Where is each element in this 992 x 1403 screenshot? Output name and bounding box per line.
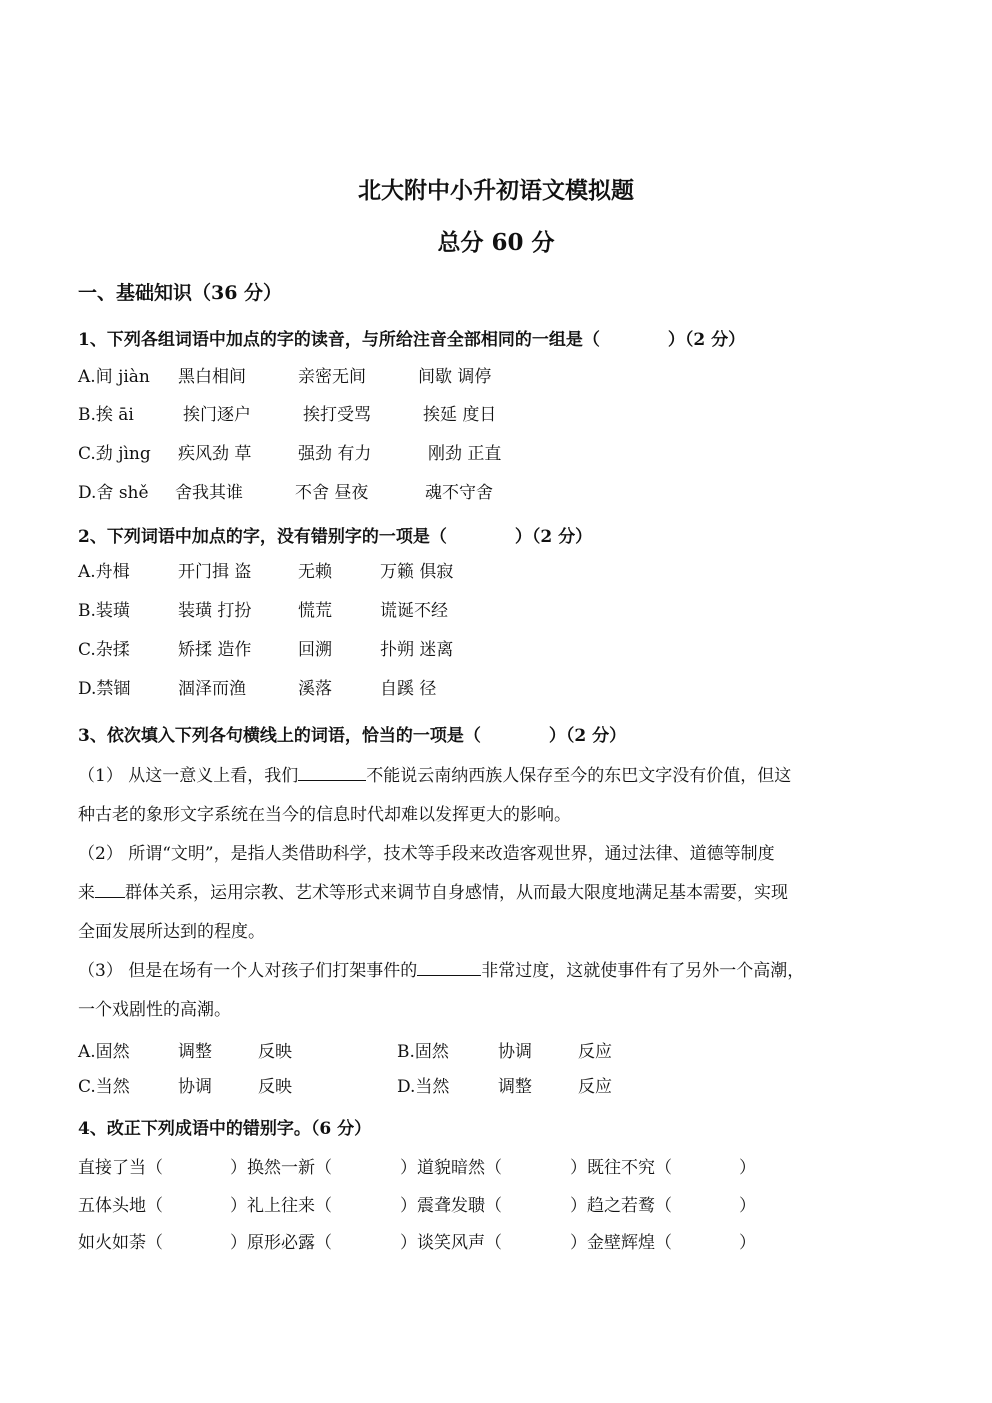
option-a-word-1: 黑白相间 — [178, 367, 246, 387]
option-c-word-1: C.杂揉 — [78, 640, 130, 660]
sentence-1-start: （1） 从这一意义上看，我们 — [78, 766, 299, 786]
question-3-stem: 3、依次填入下列各句横线上的词语，恰当的一项是（ ）（2 分） — [78, 726, 627, 746]
question-1-stem: 1、下列各组词语中加点的字的读音，与所给注音全部相同的一组是（ ）（2 分） — [78, 330, 746, 350]
sentence-2-line-2 — [78, 878, 788, 903]
option-a-word-2: 亲密无间 — [298, 367, 366, 387]
option-c-word-4: 扑朔 迷离 — [380, 640, 454, 660]
idiom-item: 五体头地（ — [78, 1196, 163, 1216]
section-heading-basics: 一、基础知识（36 分） — [78, 282, 283, 304]
option-d-word-4: 自蹊 径 — [380, 679, 437, 699]
option-b-word-3: 挨延 度日 — [423, 405, 497, 425]
option-b-word-3: 反应 — [578, 1042, 612, 1062]
option-b-label: B.挨 āi — [78, 405, 134, 425]
fill-blank-2[interactable] — [95, 882, 125, 898]
option-b-word-4: 谎诞不经 — [380, 601, 448, 621]
option-c-word-3: 反映 — [258, 1077, 292, 1097]
option-a-word-2: 开门揖 盗 — [178, 562, 252, 582]
sentence-3-rest: 非常过度，这就使事件有了另外一个高潮， — [481, 961, 805, 981]
sentence-1-line-1 — [78, 761, 791, 786]
option-c-label: C.劲 jìng — [78, 444, 151, 464]
sentence-2-start: 来 — [78, 883, 95, 903]
option-b-word-2: 协调 — [498, 1042, 532, 1062]
option-a-label: A.间 jiàn — [78, 367, 150, 387]
option-c-word-2: 协调 — [178, 1077, 212, 1097]
sentence-1-line-2: 种古老的象形文字系统在当今的信息时代却难以发挥更大的影响。 — [78, 805, 571, 825]
option-a-word-1: A.固然 — [78, 1042, 130, 1062]
fill-blank-1[interactable] — [298, 765, 366, 781]
option-a-word-1: A.舟楫 — [78, 562, 130, 582]
option-b-word-1: B.固然 — [397, 1042, 449, 1062]
sentence-2-rest: 群体关系，运用宗教、艺术等形式来调节自身感情，从而最大限度地满足基本需要，实现 — [125, 883, 788, 903]
total-score: 总分 60 分 — [437, 229, 555, 256]
option-d-word-2: 涸泽而渔 — [178, 679, 246, 699]
fill-blank-3[interactable] — [417, 960, 481, 976]
page-title: 北大附中小升初语文模拟题 — [358, 177, 634, 204]
option-d-word-1: D.当然 — [397, 1077, 450, 1097]
sentence-3-start: （3） 但是在场有一个人对孩子们打架事件的 — [78, 961, 418, 981]
idiom-item: ）金壁辉煌（ — [570, 1233, 672, 1253]
sentence-3-line-1 — [78, 956, 804, 981]
idiom-item: 直接了当（ — [78, 1158, 163, 1178]
option-a-word-3: 无赖 — [298, 562, 332, 582]
option-a-word-4: 万籁 俱寂 — [380, 562, 454, 582]
option-d-label: D.舍 shě — [78, 483, 149, 503]
option-d-word-1: D.禁锢 — [78, 679, 131, 699]
idiom-item: 如火如荼（ — [78, 1233, 163, 1253]
option-b-word-1: B.装璜 — [78, 601, 130, 621]
sentence-3-line-2: 一个戏剧性的高潮。 — [78, 1000, 231, 1020]
option-c-word-2: 矫揉 造作 — [178, 640, 252, 660]
option-a-word-3: 间歇 调停 — [418, 367, 492, 387]
question-4-stem: 4、改正下列成语中的错别字。（6 分） — [78, 1119, 372, 1139]
idiom-item: ）震聋发聩（ — [400, 1196, 502, 1216]
option-d-word-3: 魂不守舍 — [425, 483, 493, 503]
idiom-item: ）礼上往来（ — [230, 1196, 332, 1216]
sentence-1-rest: 不能说云南纳西族人保存至今的东巴文字没有价值，但这 — [366, 766, 792, 786]
idiom-item: ）谈笑风声（ — [400, 1233, 502, 1253]
idiom-item: ）道貌暗然（ — [400, 1158, 502, 1178]
option-c-word-1: 疾风劲 草 — [178, 444, 252, 464]
option-b-word-3: 慌荒 — [298, 601, 332, 621]
sentence-2-line-1: （2） 所谓“文明”，是指人类借助科学，技术等手段来改造客观世界，通过法律、道德等制度 — [78, 844, 775, 864]
option-c-word-2: 强劲 有力 — [298, 444, 372, 464]
option-c-word-1: C.当然 — [78, 1077, 130, 1097]
idiom-item: ）原形必露（ — [230, 1233, 332, 1253]
option-d-word-1: 舍我其谁 — [175, 483, 243, 503]
question-2-stem: 2、下列词语中加点的字，没有错别字的一项是（ ）（2 分） — [78, 527, 593, 547]
option-d-word-3: 反应 — [578, 1077, 612, 1097]
idiom-item: ）趋之若鹜（ — [570, 1196, 672, 1216]
option-a-word-2: 调整 — [178, 1042, 212, 1062]
option-d-word-3: 溪落 — [298, 679, 332, 699]
idiom-item: ）既往不究（ — [570, 1158, 672, 1178]
option-c-word-3: 回溯 — [298, 640, 332, 660]
option-a-word-3: 反映 — [258, 1042, 292, 1062]
option-b-word-2: 挨打受骂 — [303, 405, 371, 425]
option-b-word-1: 挨门逐户 — [183, 405, 251, 425]
sentence-2-line-3: 全面发展所达到的程度。 — [78, 922, 265, 942]
idiom-item-close: ） — [739, 1196, 756, 1216]
idiom-item-close: ） — [739, 1158, 756, 1178]
option-b-word-2: 装璜 打扮 — [178, 601, 252, 621]
option-c-word-3: 刚劲 正直 — [428, 444, 502, 464]
idiom-item: ）换然一新（ — [230, 1158, 332, 1178]
option-d-word-2: 不舍 昼夜 — [295, 483, 369, 503]
option-d-word-2: 调整 — [498, 1077, 532, 1097]
idiom-item-close: ） — [739, 1233, 756, 1253]
